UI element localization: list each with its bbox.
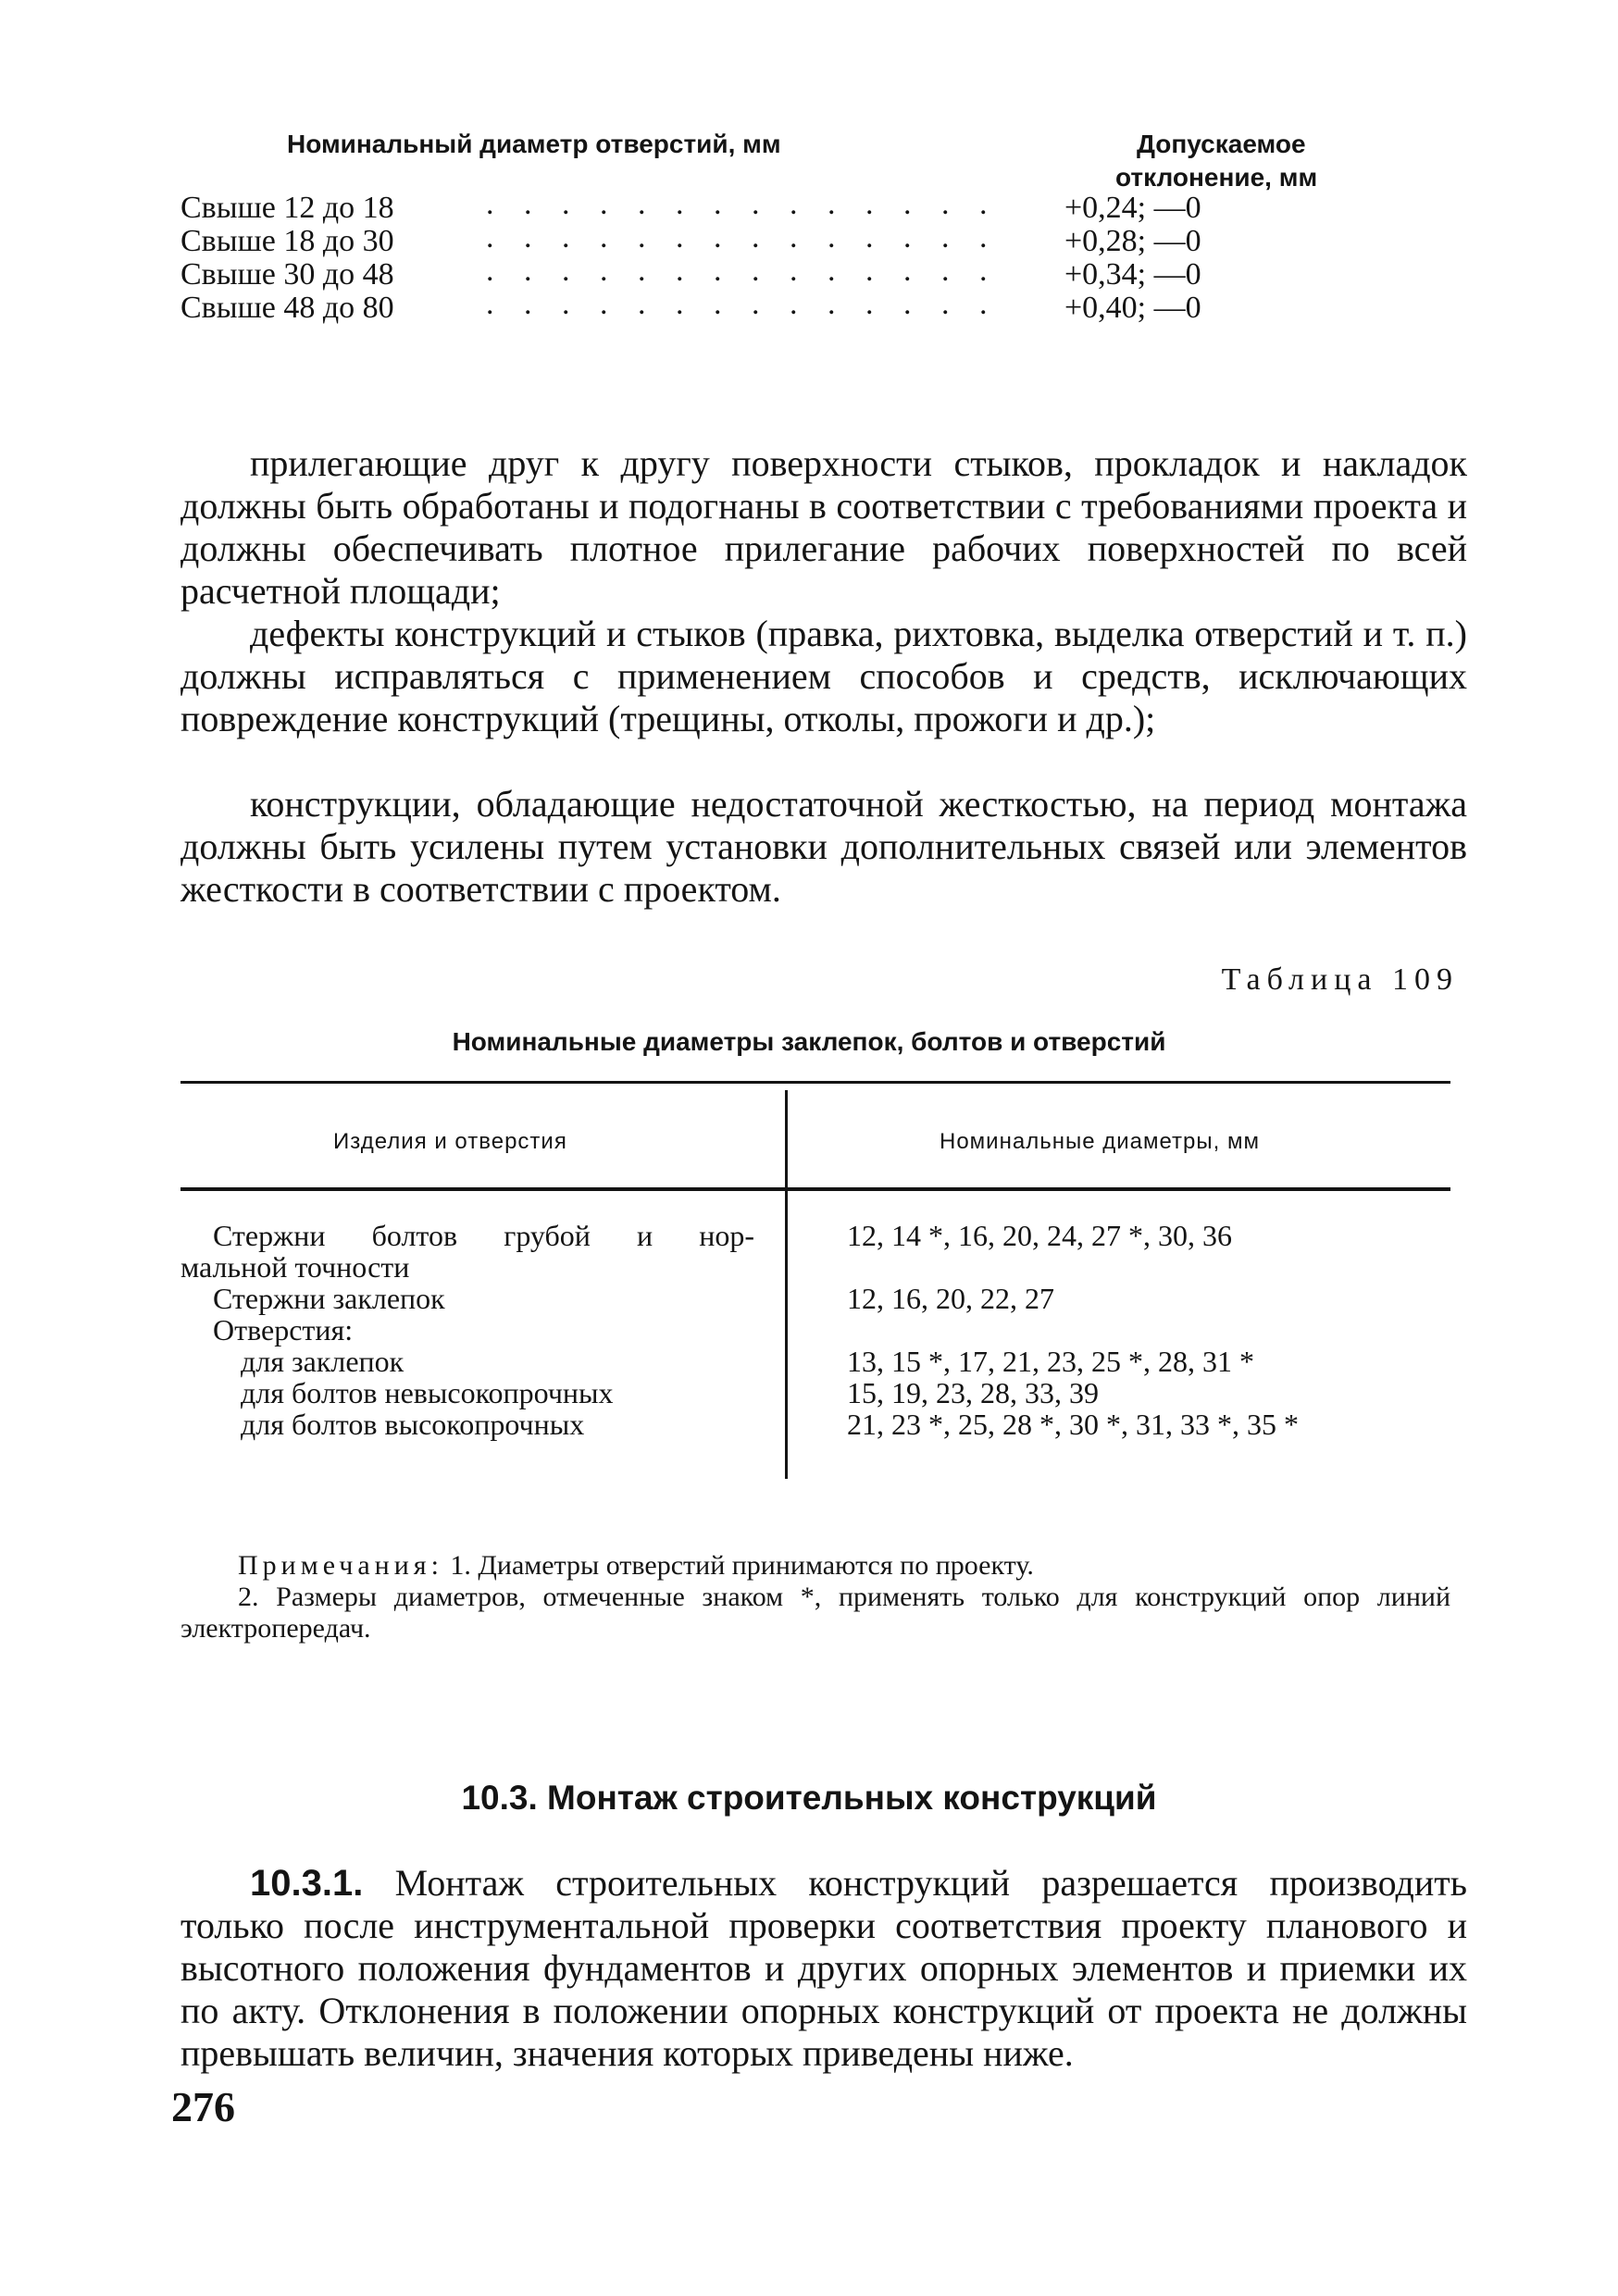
table-item-cell: для болтов невысокопрочных bbox=[241, 1376, 614, 1409]
table-item-cell: Стержни болтов грубой и нор- bbox=[213, 1219, 754, 1252]
table-caption: Таблица 109 bbox=[1221, 962, 1459, 997]
table-header-rule bbox=[180, 1187, 1450, 1191]
deviation-value: +0,28; —0 bbox=[1064, 224, 1201, 258]
table-item-cell: мальной точности bbox=[180, 1250, 410, 1284]
notes-label: Примечания: bbox=[238, 1550, 443, 1581]
leader-dots: . . . . . . . . . . . . . . bbox=[486, 187, 999, 221]
note-2-text: 2. Размеры диаметров, отмеченные знаком *, применять только для конструкций опор линий электропередач. bbox=[180, 1582, 1450, 1644]
table-item-cell: Отверстия: bbox=[213, 1313, 354, 1347]
page-number: 276 bbox=[171, 2083, 235, 2130]
section-heading: 10.3. Монтаж строительных конструкций bbox=[461, 1779, 1157, 1817]
tolerance-col2-header-line1: Допускаемое bbox=[1137, 130, 1306, 158]
range-label: Свыше 18 до 30 bbox=[180, 224, 394, 258]
paragraph-surfaces bbox=[180, 442, 1467, 613]
deviation-value: +0,40; —0 bbox=[1064, 291, 1201, 325]
tolerance-row bbox=[180, 287, 1384, 326]
paragraph-stiffness bbox=[180, 783, 1467, 911]
table-value-cell: 12, 16, 20, 22, 27 bbox=[847, 1282, 1054, 1315]
paragraph-text: прилегающие друг к другу поверхности стыков, прокладок и накладок должны быть обработаны и подогнаны в соответствии с требованиями проекта и должны обеспечивать плотное прилегание рабочих поверхностей по всей расчетной площади; bbox=[180, 442, 1467, 612]
paragraph-text: конструкции, обладающие недостаточной жесткостью, на период монтажа должны быть усилены путем установки дополнительных связей или элементов жесткости в соответствии с проектом. bbox=[180, 783, 1467, 910]
clause-text: Монтаж строительных конструкций разрешается производить только после инструментальной проверки соответствия проекту планового и высотного положения фундаментов и других опорных элементов и приемки их по акту. Отклонения в положении опорных конструкций от проекта не должны превышать величин, значения которых приведены ниже. bbox=[180, 1862, 1467, 2074]
table-item-cell: для заклепок bbox=[241, 1345, 404, 1378]
tolerance-col2-header-line2: отклонение, мм bbox=[1115, 163, 1318, 192]
tolerance-col1-header: Номинальный диаметр отверстий, мм bbox=[287, 130, 781, 158]
deviation-value: +0,34; —0 bbox=[1064, 257, 1201, 292]
note-1 bbox=[180, 1550, 1450, 1582]
leader-dots: . . . . . . . . . . . . . . bbox=[486, 254, 999, 288]
table-col1-header: Изделия и отверстия bbox=[333, 1129, 567, 1154]
table-value-cell: 12, 14 *, 16, 20, 24, 27 *, 30, 36 bbox=[847, 1219, 1232, 1252]
table-value-cell: 15, 19, 23, 28, 33, 39 bbox=[847, 1376, 1099, 1409]
note-1-text: 1. Диаметры отверстий принимаются по проекту. bbox=[450, 1550, 1034, 1581]
paragraph-defects bbox=[180, 613, 1467, 740]
table-col2-header: Номинальные диаметры, мм bbox=[940, 1129, 1260, 1154]
range-label: Свыше 48 до 80 bbox=[180, 291, 394, 325]
range-label: Свыше 12 до 18 bbox=[180, 191, 394, 225]
table-top-rule bbox=[180, 1081, 1450, 1084]
table-item-cell: Стержни заклепок bbox=[213, 1282, 445, 1315]
leader-dots: . . . . . . . . . . . . . . bbox=[486, 220, 999, 254]
range-label: Свыше 30 до 48 bbox=[180, 257, 394, 292]
clause-number: 10.3.1. bbox=[250, 1863, 364, 1904]
leader-dots: . . . . . . . . . . . . . . bbox=[486, 287, 999, 321]
table-title: Номинальные диаметры заклепок, болтов и отверстий bbox=[452, 1027, 1166, 1056]
table-notes bbox=[180, 1550, 1450, 1644]
table-value-cell: 13, 15 *, 17, 21, 23, 25 *, 28, 31 * bbox=[847, 1345, 1254, 1378]
note-2 bbox=[180, 1582, 1450, 1644]
table-column-divider bbox=[785, 1090, 788, 1479]
table-item-cell: для болтов высокопрочных bbox=[241, 1408, 585, 1441]
paragraph-text: дефекты конструкций и стыков (правка, рихтовка, выделка отверстий и т. п.) должны исправляться с применением способов и средств, исключающих повреждение конструкций (трещины, отколы, прожоги и др.); bbox=[180, 613, 1467, 739]
deviation-value: +0,24; —0 bbox=[1064, 191, 1201, 225]
table-value-cell: 21, 23 *, 25, 28 *, 30 *, 31, 33 *, 35 * bbox=[847, 1408, 1299, 1441]
clause-10-3-1 bbox=[180, 1862, 1467, 2075]
